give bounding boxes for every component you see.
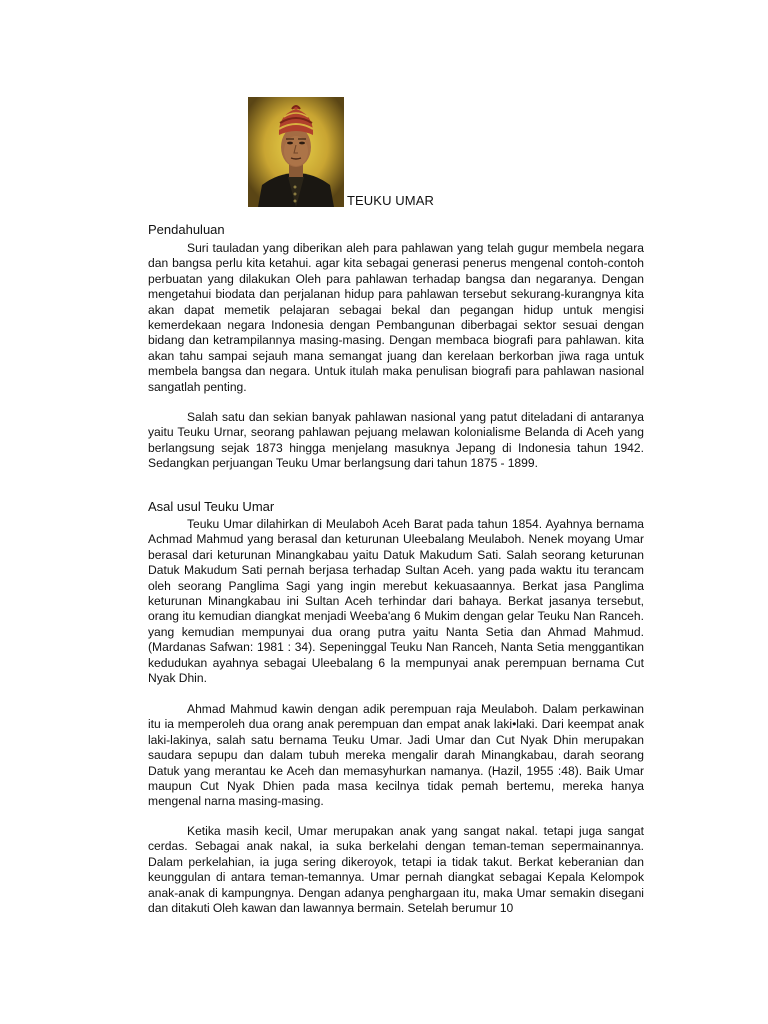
section-heading: Pendahuluan — [148, 222, 225, 237]
paragraph: Salah satu dan sekian banyak pahlawan nasional yang patut diteladani di antaranya yaitu Teuku Urnar, seorang pahlawan pejuang melawan kolonialisme Belanda di Aceh yang berlangsung sejak 1873 hingga menjelang masuknya Jepang di Indonesia tahun 1942. Sedangkan perjuangan Teuku Umar berlangsung dari tahun 1875 - 1899. — [148, 410, 644, 471]
paragraph: Teuku Umar dilahirkan di Meulaboh Aceh Barat pada tahun 1854. Ayahnya bernama Achmad Mahmud yang berasal dan keturunan Uleebalang Meulaboh. Nenek moyang Umar berasal dari keturunan Minangkabau yaitu Datuk Makudum Sati. Salah seorang keturunan Datuk Makudum Sati pernah berjasa terhadap Sultan Aceh. yang pada waktu itu terancam oleh seorang Panglima Sagi yang ingin merebut kekuasaannya. Berkat jasa Panglima keturunan Minangkabau ini Sultan Aceh terhindar dari bahaya. Berkat jasanya tersebut, orang itu kemudian diangkat menjadi Weeba'ang 6 Mukim dengan gelar Teuku Nan Ranceh. yang kemudian mempunyai dua orang putra yaitu Nanta Setia dan Ahmad Mahmud. (Mardanas Safwan: 1981 : 34). Sepeninggal Teuku Nan Ranceh, Nanta Setia menggantikan kedudukan ayahnya sebagai Uleebalang 6 la mempunyai anak perempuan bernama Cut Nyak Dhin. — [148, 517, 644, 686]
paragraph: Ahmad Mahmud kawin dengan adik perempuan raja Meulaboh. Dalam perkawinan itu ia memperoleh dua orang anak perempuan dan empat anak laki•laki. Dari keempat anak laki-lakinya, salah satu bernama Teuku Umar. Jadi Umar dan Cut Nyak Dhin merupakan saudara sepupu dan dalam tubuh mereka mengalir darah Minangkabau, darah seorang Datuk yang merantau ke Aceh dan memasyhurkan namanya. (Hazil, 1955 :48). Baik Umar maupun Cut Nyak Dhien pada masa kecilnya tidak pemah bertemu, mereka hanya mengenal narna masing-masing. — [148, 702, 644, 809]
portrait-photo — [248, 97, 344, 207]
paragraph: Ketika masih kecil, Umar merupakan anak yang sangat nakal. tetapi juga sangat cerdas. Sebagai anak nakal, ia suka berkelahi dengan teman-teman sepermainannya. Dalam perkelahian, ia juga sering dikeroyok, tetapi ia tidak takut. Berkat keberanian dan keunggulan di antara teman-temannya. Umar pernah diangkat sebagai Kepala Kelompok anak-anak di kampungnya. Dengan adanya penghargaan itu, maka Umar semakin disegani dan ditakuti Oleh kawan dan lawannya bermain. Setelah berumur 10 — [148, 824, 644, 916]
document-title: TEUKU UMAR — [347, 193, 434, 208]
paragraph: Suri tauladan yang diberikan aleh para pahlawan yang telah gugur membela negara dan bangsa perlu kita ketahui. agar kita sebagai generasi penerus mengenal contoh-contoh perbuatan yang dilakukan Oleh para pahlawan terhadap bangsa dan negaranya. Dengan mengetahui biodata dan perjalanan hidup para pahlawan tersebut sekurang-kurangnya kita akan dapat memetik pelajaran sebagai bekal dan pegangan hidup untuk mengisi kemerdekaan negara Indonesia dengan Pembangunan diberbagai sektor sesuai dengan bidang dan ketrampilannya masing-masing. Dengan membaca biografi para pahlawan. kita akan tahu sampai sejauh mana semangat juang dan kerelaan berkorban jiwa raga untuk membela bangsa dan negara. Untuk itulah maka penulisan biografi para pahlawan nasional sangatlah penting. — [148, 241, 644, 394]
section-heading: Asal usul Teuku Umar — [148, 499, 275, 514]
